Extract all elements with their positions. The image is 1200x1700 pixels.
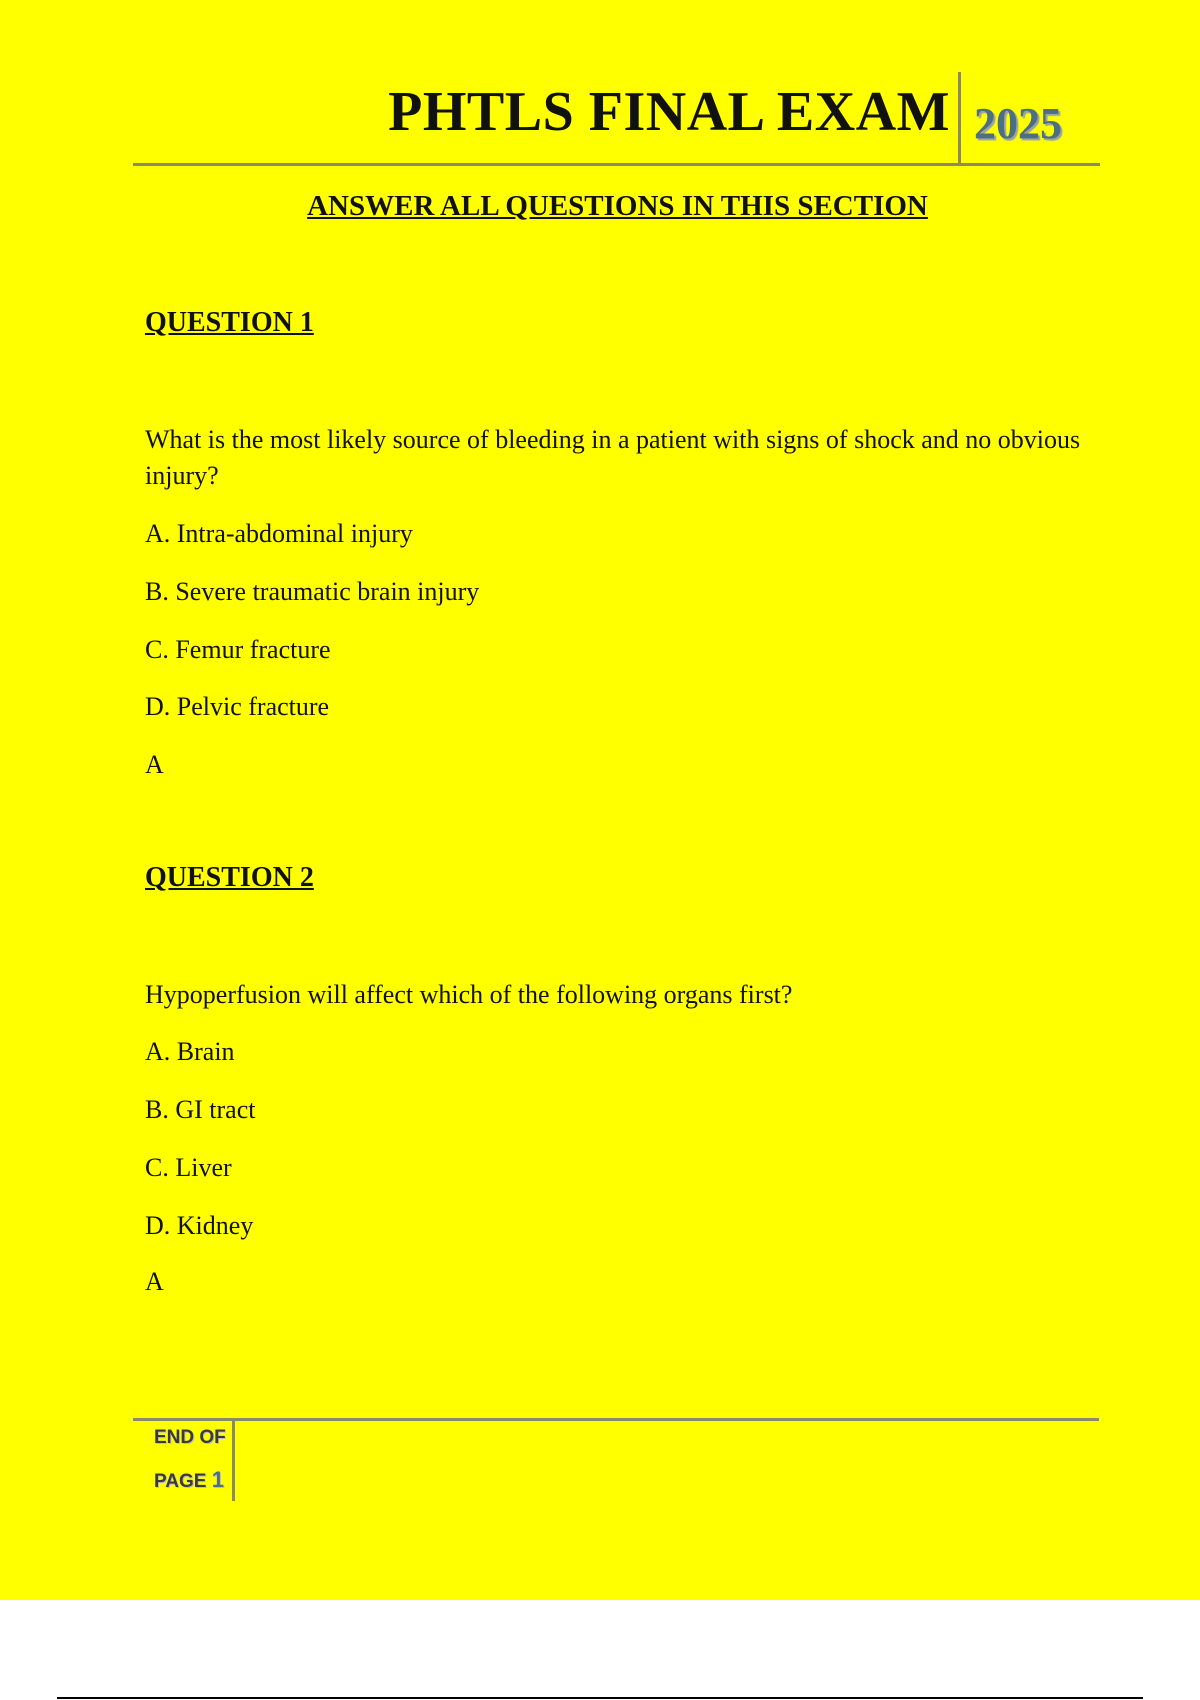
question-1-option-a: A. Intra-abdominal injury: [145, 519, 413, 548]
question-2-heading: QUESTION 2: [145, 862, 314, 893]
question-1-option-c: C. Femur fracture: [145, 635, 331, 664]
footer-rule: [133, 1418, 1099, 1421]
footer-page-label: [154, 1467, 224, 1493]
question-2-option-c: C. Liver: [145, 1153, 232, 1182]
question-2-text: Hypoperfusion will affect which of the following organs first?: [145, 980, 793, 1009]
question-1-answer: A: [145, 750, 164, 779]
question-2-answer: A: [145, 1267, 164, 1296]
question-1-heading: QUESTION 1: [145, 307, 314, 338]
page-header: [133, 70, 1100, 166]
header-year: 2025: [974, 99, 1062, 148]
question-2-option-a: A. Brain: [145, 1037, 235, 1066]
footer-page-word: PAGE: [154, 1471, 207, 1492]
question-1-option-d: D. Pelvic fracture: [145, 692, 330, 721]
question-2-option-b: B. GI tract: [145, 1095, 256, 1124]
header-divider: [958, 72, 961, 163]
bottom-rule: [57, 1697, 1143, 1699]
question-1-text: What is the most likely source of bleeding in a patient with signs of shock and no obvious injury?: [145, 425, 1081, 490]
footer-page-number: 1: [211, 1467, 224, 1492]
page-title: PHTLS FINAL EXAM: [388, 81, 950, 143]
footer-divider: [232, 1421, 235, 1501]
question-1-option-b: B. Severe traumatic brain injury: [145, 577, 480, 606]
section-heading: ANSWER ALL QUESTIONS IN THIS SECTION: [307, 190, 928, 222]
footer-end-of: END OF: [154, 1427, 226, 1448]
question-2-option-d: D. Kidney: [145, 1211, 254, 1240]
